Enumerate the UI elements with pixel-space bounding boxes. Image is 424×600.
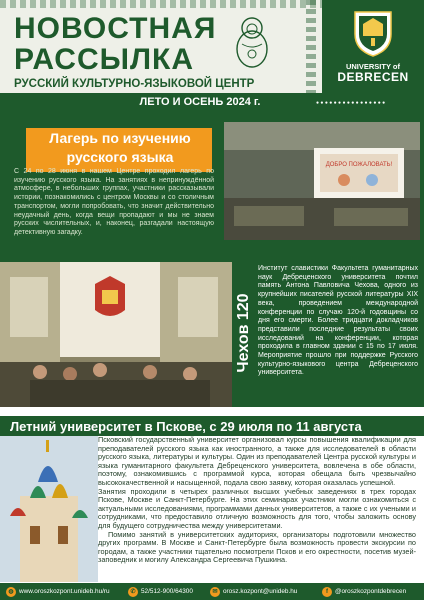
footer-website[interactable] [6, 583, 110, 600]
camp-classroom-photo [224, 122, 420, 240]
newsletter-title-line2: РАССЫЛКА [14, 43, 195, 76]
facebook-handle[interactable]: @oroszkozpontdebrecen [335, 588, 407, 595]
pskov-paragraph-1: Псковский государственный университет организовал курсы повышения квалификации для преподавателей русского языка как иностранного, а также для исследователей в области русского языка, литературы и культуры. Один из преподавателей Центра русской культуры и языка гуманитарного факультета Дебреценского университета, вовлечена в обе области, поэтому, ознакомившись с программой курса, которая обещала быть чрезвычайно высококачественной и насыщенной, подала свою заявку, которая оказалась успешной. [98, 435, 416, 487]
chekhov-article-text: Институт славистики Факультета гуманитарных наук Дебреценского университета почтил память Антона Павловича Чехова, одного из крупнейших писателей русской литературы XIX века, проведением международной конференции по случаю 120-й годовщины со дня его смерти. Более тридцати докладчиков представили последние результаты своих исследований на конференции, которая проходила в главном здании с 15 по 17 июля. Мероприятие прошло при поддержке Русского культурно-языкового центра Дебреценского университета. [258, 265, 418, 377]
chekhov-label-text: Чехов 120 [235, 293, 252, 373]
pskov-paragraph-3: Помимо занятий в университетских аудиториях, организаторы подготовили множество других программ. В Москве и Санкт-Петербурге была возможность провести экскурсии по городам, а также участники тщательно посмотрели Псков и его окрестности, посетив музей-заповедник и могилу Александра Сергеевича Пушкина. [98, 529, 416, 565]
newsletter-title-line1: НОВОСТНАЯ [14, 12, 217, 45]
footer-email[interactable] [210, 583, 297, 600]
pskov-title: Летний университет в Пскове, с 29 июля по 11 августа [10, 419, 362, 434]
university-name-line1: UNIVERSITY of [345, 62, 401, 71]
university-name-line2: DEBRECEN [337, 70, 409, 84]
footer-facebook[interactable] [322, 583, 406, 600]
footer-phone[interactable] [128, 583, 193, 600]
email-link[interactable]: orosz.kozpont@unideb.hu [223, 588, 298, 595]
camp-title: Лагерь по изучению русского языка [49, 130, 191, 165]
matryoshka-icon [232, 14, 272, 68]
phone-number[interactable]: 52/512-900/64300 [141, 588, 193, 595]
center-subtitle: РУССКИЙ КУЛЬТУРНО-ЯЗЫКОВОЙ ЦЕНТР [14, 78, 255, 90]
university-crest-icon [345, 4, 401, 60]
globe-icon: ◍ [6, 587, 16, 597]
church-domes-photo [0, 436, 98, 582]
website-link[interactable]: www.oroszkozpont.unideb.hu/ru [19, 588, 110, 595]
pskov-article-text [98, 436, 416, 565]
chekhov-vertical-label [229, 276, 255, 396]
phone-icon: ✆ [128, 587, 138, 597]
facebook-icon: f [322, 587, 332, 597]
email-icon: ✉ [210, 587, 220, 597]
conference-hall-photo [0, 262, 232, 407]
season-label: ЛЕТО И ОСЕНЬ 2024 г. [139, 96, 261, 108]
dotted-divider: ● ● ● ● ● ● ● ● ● ● ● ● ● ● ● ● [316, 100, 386, 106]
camp-article-text: С 24 по 28 июня в нашем Центре проходил лагерь по изучению русского языка. На занятиях в непринуждённой атмосфере, в небольших группах, участники рассказывали истории, познакомились с центром Москвы и со столичным транспортом, могли попробовать, что значит действительно неудачный день, когда вещи пропадают и мы не знаем русских числительных, и, наконец, разгадали настоящую детективную загадку. [14, 168, 214, 236]
screen-text: ДОБРО ПОЖАЛОВАТЬ! [325, 162, 393, 168]
pskov-paragraph-2: Занятия проходили в четырех различных высших учебных заведениях в трех городах Пскове, Москве и Санкт-Петербурге. На этих семинарах участники могли ознакомиться с актуальными исследованиями, программами данных университетов, а также с их учеными и сотрудниками, что предоставило отличную возможность для того, чтобы заложить основу для будущего сотрудничества между университетами. [98, 486, 416, 530]
